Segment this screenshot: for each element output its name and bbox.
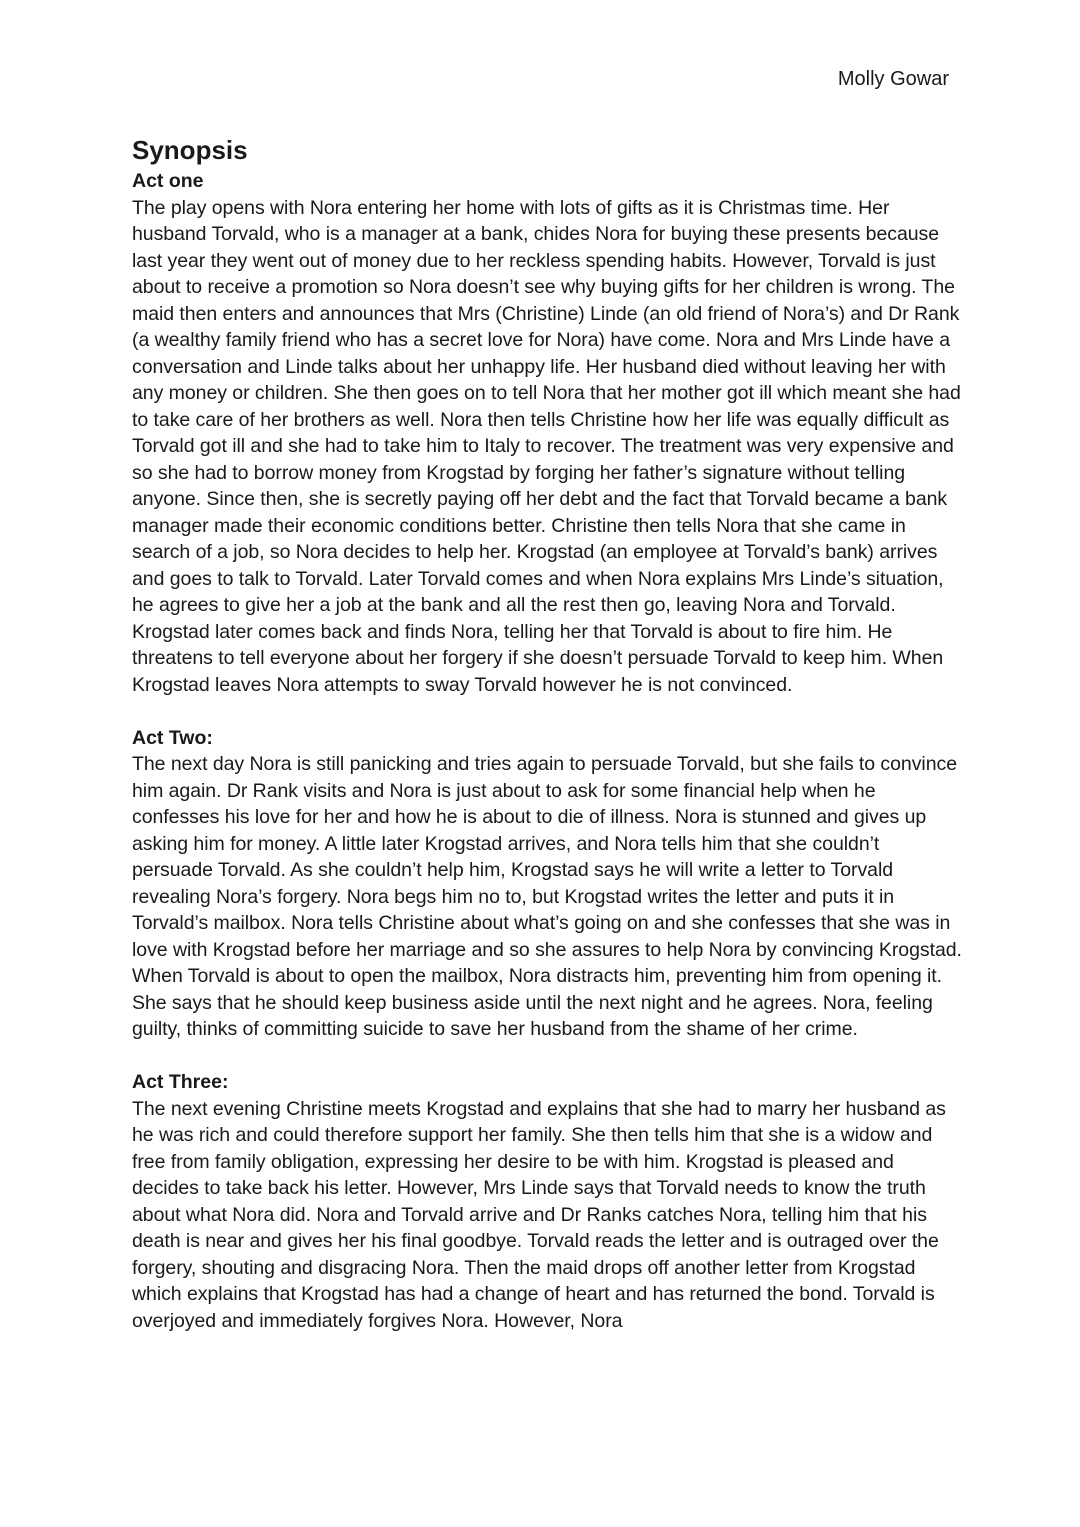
act-two-heading: Act Two: bbox=[132, 726, 213, 749]
section-act-one bbox=[132, 168, 962, 698]
document-title: Synopsis bbox=[132, 135, 248, 165]
act-one-paragraph: The play opens with Nora entering her home with lots of gifts as it is Christmas time. Her husband Torvald, who is a manager at a bank, chides Nora for buying these presents because last year they went out of money due to her reckless spending habits. However, Torvald is just about to receive a promotion so Nora doesn’t see why buying gifts for her children is wrong. The maid then enters and announces that Mrs (Christine) Linde (an old friend of Nora’s) and Dr Rank (a wealthy family friend who has a secret love for Nora) have come. Nora and Mrs Linde have a conversation and Linde talks about her unhappy life. Her husband died without leaving her with any money or children. She then goes on to tell Nora that her mother got ill which meant she had to take care of her brothers as well. Nora then tells Christine how her life was equally difficult as Torvald got ill and she had to take him to Italy to recover. The treatment was very expensive and so she had to borrow money from Krogstad by forging her father’s signature without telling anyone. Since then, she is secretly paying off her debt and the fact that Torvald became a bank manager made their economic conditions better. Christine then tells Nora that she came in search of a job, so Nora decides to help her. Krogstad (an employee at Torvald’s bank) arrives and goes to talk to Torvald. Later Torvald comes and when Nora explains Mrs Linde’s situation, he agrees to give her a job at the bank and all the rest then go, leaving Nora and Torvald. Krogstad later comes back and finds Nora, telling her that Torvald is about to fire him. He threatens to tell everyone about her forgery if she doesn’t persuade Torvald to keep him. When Krogstad leaves Nora attempts to sway Torvald however he is not convinced. bbox=[132, 196, 961, 696]
act-three-heading: Act Three: bbox=[132, 1071, 229, 1093]
act-three-paragraph: The next evening Christine meets Krogstad and explains that she had to marry her husband as he was rich and could therefore support her family. She then tells him that she is a widow and free from family obligation, expressing her desire to be with him. Krogstad is pleased and decides to take back his letter. However, Mrs Linde says that Torvald needs to know the truth about what Nora did. Nora and Torvald arrive and Dr Ranks catches Nora, telling him that his death is near and gives her his final goodbye. Torvald reads the letter and is outraged over the forgery, shouting and disgracing Nora. Then the maid drops off another letter from Krogstad which explains that Krogstad has had a change of heart and has returned the bond. Torvald is overjoyed and immediately forgives Nora. However, Nora bbox=[132, 1097, 946, 1332]
author-name: Molly Gowar bbox=[837, 68, 949, 90]
document-body bbox=[132, 134, 962, 1334]
section-act-three bbox=[132, 1069, 962, 1334]
act-two-paragraph: The next day Nora is still panicking and tries again to persuade Torvald, but she fails to convince him again. Dr Rank visits and Nora is just about to ask for some financial help when he confesses his love for her and how he is about to die of illness. Nora is stunned and gives up asking him for money. A little later Krogstad arrives, and Nora tells him that she couldn’t persuade Torvald. As she couldn’t help him, Krogstad says he will write a letter to Torvald revealing Nora’s forgery. Nora begs him no to, but Krogstad writes the letter and puts it in Torvald’s mailbox. Nora tells Christine about what’s going on and she confesses that she was in love with Krogstad before her marriage and so she assures to help Nora by convincing Krogstad. When Torvald is about to open the mailbox, Nora distracts him, preventing him from opening it. She says that he should keep business aside until the next night and he agrees. Nora, feeling guilty, thinks of committing suicide to save her husband from the shame of her crime. bbox=[132, 753, 962, 1040]
section-act-two bbox=[132, 725, 962, 1043]
act-one-heading: Act one bbox=[132, 170, 204, 192]
